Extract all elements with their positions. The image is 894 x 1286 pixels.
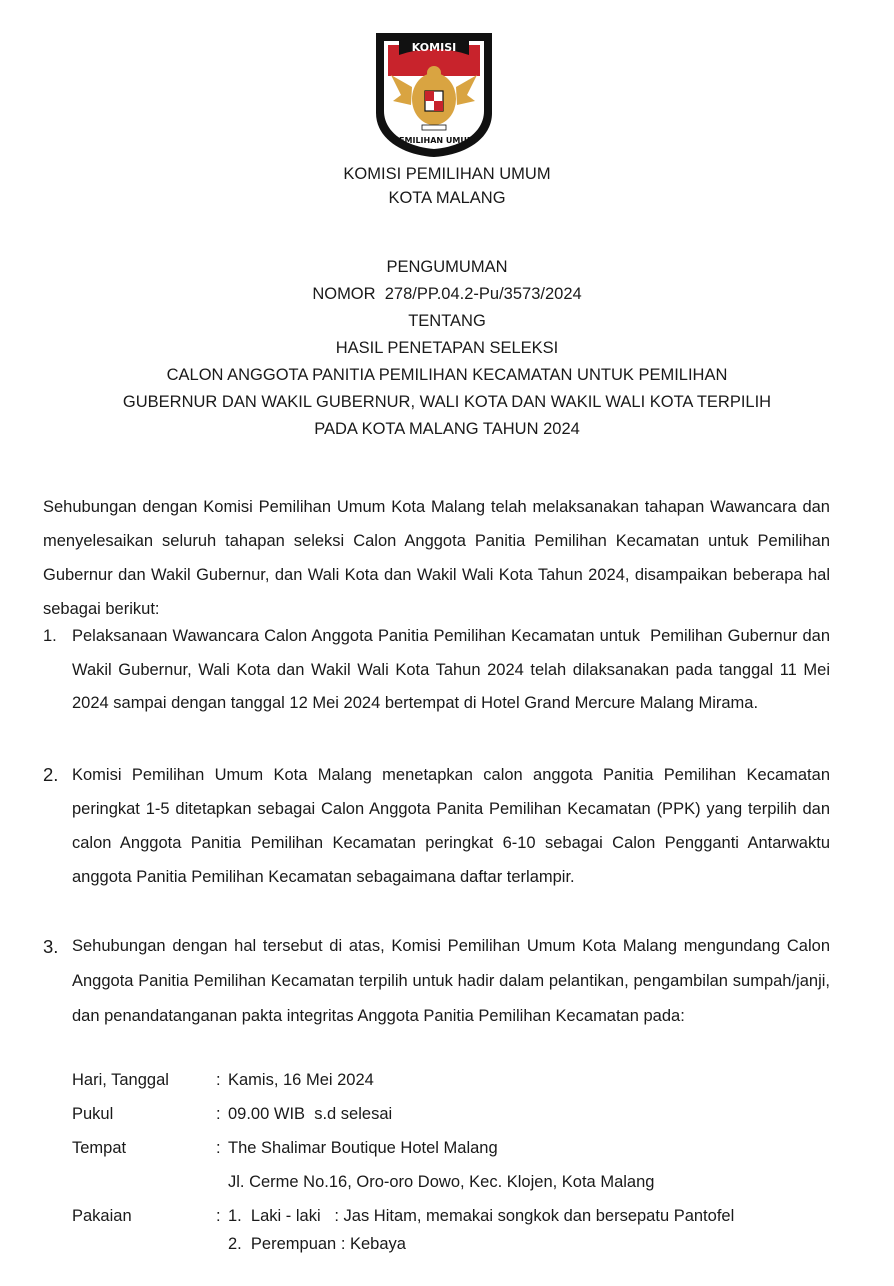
list-item-text: Pelaksanaan Wawancara Calon Anggota Panitia Pemilihan Kecamatan untuk Pemilihan Gubernur dan Wakil Gubernur, Wali Kota dan Wakil Wali Kota Tahun 2024 telah dilaksanakan pada tanggal 11 Mei 2024 sampai dengan tanggal 12 Mei 2024 bertempat di Hotel Grand Mercure Malang Mirama. [72, 627, 835, 712]
list-item [43, 929, 830, 1034]
event-value: The Shalimar Boutique Hotel Malang [228, 1139, 498, 1157]
subject-line: CALON ANGGOTA PANITIA PEMILIHAN KECAMATAN UNTUK PEMILIHAN [166, 366, 728, 384]
logo-bottom-text: PEMILIHAN UMUM [393, 136, 475, 145]
doc-about: TENTANG [408, 312, 486, 330]
event-row-dress [72, 1207, 852, 1235]
event-separator: : [216, 1207, 221, 1225]
event-row-time [72, 1105, 852, 1139]
institution-city: KOTA MALANG [388, 189, 506, 207]
subject-line: PADA KOTA MALANG TAHUN 2024 [314, 420, 580, 438]
event-label: Pukul [72, 1105, 114, 1123]
logo-top-text: KOMISI [411, 41, 457, 54]
event-separator: : [216, 1105, 221, 1123]
event-separator: : [216, 1139, 221, 1157]
event-row-date [72, 1071, 852, 1105]
event-value: Kamis, 16 Mei 2024 [228, 1071, 374, 1089]
list-item [43, 758, 830, 894]
event-details [72, 1071, 852, 1263]
list-item [43, 620, 835, 721]
event-value: 09.00 WIB s.d selesai [228, 1105, 393, 1123]
kpu-logo [373, 31, 495, 159]
list-item-number: 1. [43, 627, 57, 645]
event-value: 1. Laki - laki : Jas Hitam, memakai songkok dan bersepatu Pantofel [228, 1207, 735, 1225]
event-label: Pakaian [72, 1207, 132, 1225]
doc-number: NOMOR 278/PP.04.2-Pu/3573/2024 [312, 285, 582, 303]
subject-line: GUBERNUR DAN WAKIL GUBERNUR, WALI KOTA DAN WAKIL WALI KOTA TERPILIH [122, 393, 772, 411]
event-separator: : [216, 1071, 221, 1089]
list-item-text: Sehubungan dengan hal tersebut di atas, Komisi Pemilihan Umum Kota Malang mengundang Calon Anggota Panitia Pemilihan Kecamatan terpilih untuk hadir dalam pelantikan, pengambilan sumpah/janji, dan penandatanganan pakta integritas Anggota Panitia Pemilihan Kecamatan pada: [72, 937, 830, 1025]
event-value: 2. Perempuan : Kebaya [228, 1235, 406, 1253]
doc-type: PENGUMUMAN [386, 258, 508, 276]
announcement-title [0, 254, 894, 443]
list-item-number: 2. [43, 764, 59, 785]
event-row-dress-2 [72, 1235, 852, 1263]
event-label: Tempat [72, 1139, 127, 1157]
event-row-address [72, 1173, 852, 1207]
list-item-number: 3. [43, 936, 59, 957]
intro-paragraph: Sehubungan dengan Komisi Pemilihan Umum Kota Malang telah melaksanakan tahapan Wawancara dan menyelesaikan seluruh tahapan seleksi Calon Anggota Panitia Pemilihan Kecamatan untuk Pemilihan Gubernur dan Wakil Gubernur, dan Wali Kota dan Wakil Wali Kota Tahun 2024, disampaikan beberapa hal sebagai berikut: [43, 498, 830, 618]
institution-name: KOMISI PEMILIHAN UMUM [343, 165, 551, 183]
subject-line: HASIL PENETAPAN SELEKSI [335, 339, 559, 357]
event-address: Jl. Cerme No.16, Oro-oro Dowo, Kec. Klojen, Kota Malang [228, 1173, 655, 1191]
letterhead [0, 162, 894, 210]
list-item-text: Komisi Pemilihan Umum Kota Malang menetapkan calon anggota Panitia Pemilihan Kecamatan peringkat 1-5 ditetapkan sebagai Calon Anggota Panita Pemilihan Kecamatan (PPK) yang terpilih dan calon Anggota Panitia Pemilihan Kecamatan peringkat 6-10 sebagai Calon Pengganti Antarwaktu anggota Panitia Pemilihan Kecamatan sebagaimana daftar terlampir. [72, 766, 830, 886]
event-label: Hari, Tanggal [72, 1071, 169, 1089]
event-row-place [72, 1139, 852, 1173]
